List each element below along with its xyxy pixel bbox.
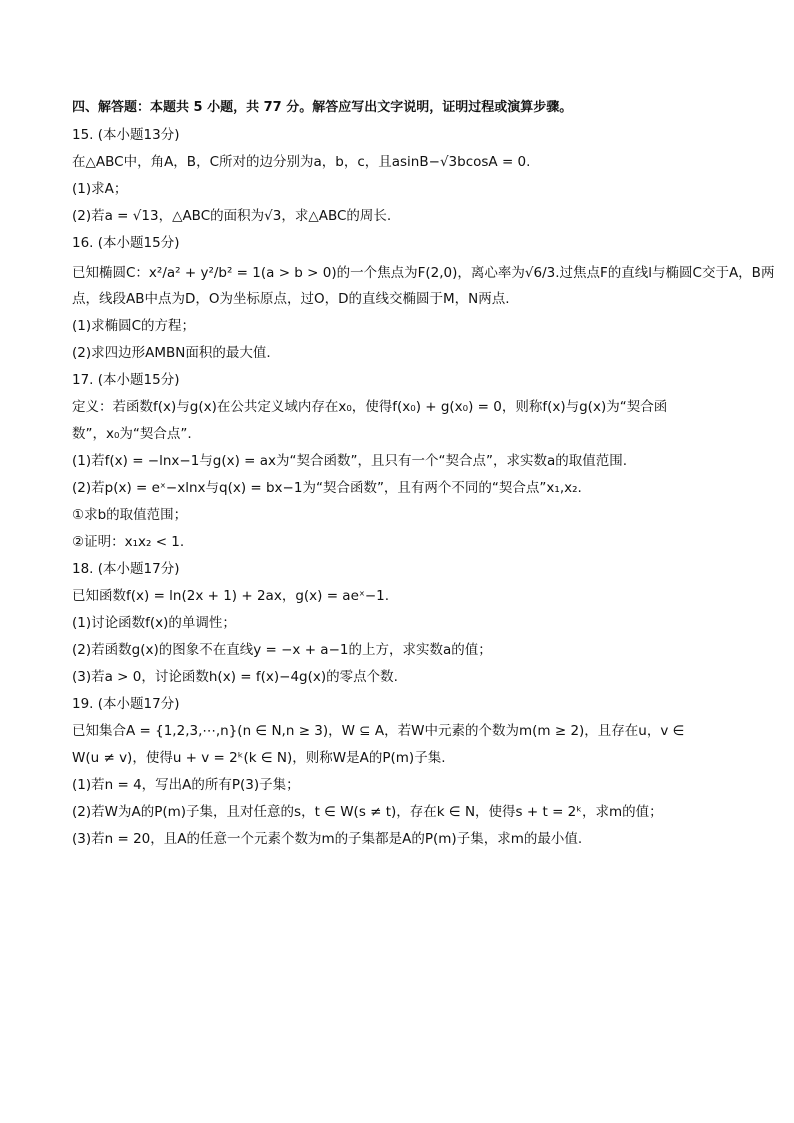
- problem-17-definition-2: 数”，x₀为“契合点”.: [72, 426, 192, 442]
- problem-16: [72, 233, 775, 363]
- problem-17-part-1: (1)若f(x) = −lnx−1与g(x) = ax为“契合函数”，且只有一个“契合点”，求实数a的取值范围.: [72, 453, 628, 469]
- problem-19-header: 19. (本小题17分): [72, 696, 180, 712]
- problem-17-definition-1: 定义：若函数f(x)与g(x)在公共定义域内存在x₀，使得f(x₀) + g(x₀) = 0，则称f(x)与g(x)为“契合函: [72, 399, 668, 415]
- problem-15-header: 15. (本小题13分): [72, 127, 180, 143]
- problem-17: [72, 370, 732, 552]
- problem-17-header: 17. (本小题15分): [72, 372, 180, 388]
- problem-16-line-1: 已知椭圆C：x²/a² + y²/b² = 1(a > b > 0)的一个焦点为F(2,0)，离心率为√6/3.过焦点F的直线l与椭圆C交于A，B两: [72, 265, 775, 281]
- problem-17-part-2: (2)若p(x) = eˣ−xlnx与q(x) = bx−1为“契合函数”，且有两个不同的“契合点”x₁,x₂.: [72, 480, 582, 496]
- problem-19-line-1: 已知集合A = {1,2,3,⋯,n}(n ∈ N,n ≥ 3)，W ⊆ A，若W中元素的个数为m(m ≥ 2)，且存在u，v ∈: [72, 723, 685, 739]
- problem-18-part-2: (2)若函数g(x)的图象不在直线y = −x + a−1的上方，求实数a的值；: [72, 642, 492, 658]
- problem-16-header: 16. (本小题15分): [72, 235, 180, 251]
- problem-18-line-1: 已知函数f(x) = ln(2x + 1) + 2ax，g(x) = aeˣ−1.: [72, 588, 390, 604]
- problem-16-part-1: (1)求椭圆C的方程；: [72, 318, 196, 334]
- problem-19-part-2: (2)若W为A的P(m)子集，且对任意的s，t ∈ W(s ≠ t)，存在k ∈ N，使得s + t = 2ᵏ，求m的值；: [72, 804, 663, 820]
- problem-16-line-2: 点，线段AB中点为D，O为坐标原点，过O，D的直线交椭圆于M，N两点.: [72, 291, 510, 307]
- problem-16-part-2: (2)求四边形AMBN面积的最大值.: [72, 345, 271, 361]
- problem-18-part-1: (1)讨论函数f(x)的单调性；: [72, 615, 236, 631]
- problem-18: [72, 559, 732, 687]
- section-heading: 四、解答题：本题共 5 小题，共 77 分。解答应写出文字说明，证明过程或演算步骤。: [72, 100, 573, 115]
- exam-page: [72, 98, 775, 849]
- problem-19-part-1: (1)若n = 4，写出A的所有P(3)子集；: [72, 777, 300, 793]
- problem-19: [72, 694, 732, 849]
- problem-15-part-1: (1)求A；: [72, 181, 128, 197]
- problem-17-part-2-i: ①求b的取值范围；: [72, 507, 188, 523]
- problem-15-line-1: 在△ABC中，角A，B，C所对的边分别为a，b，c，且asinB−√3bcosA = 0.: [72, 154, 531, 170]
- problem-19-part-3: (3)若n = 20，且A的任意一个元素个数为m的子集都是A的P(m)子集，求m的最小值.: [72, 831, 583, 847]
- problem-19-line-2: W(u ≠ v)，使得u + v = 2ᵏ(k ∈ N)，则称W是A的P(m)子集.: [72, 750, 446, 766]
- problem-18-header: 18. (本小题17分): [72, 561, 180, 577]
- problem-18-part-3: (3)若a > 0，讨论函数h(x) = f(x)−4g(x)的零点个数.: [72, 669, 398, 685]
- problem-15: [72, 125, 732, 226]
- problem-15-part-2: (2)若a = √13，△ABC的面积为√3，求△ABC的周长.: [72, 208, 392, 224]
- problem-17-part-2-ii: ②证明：x₁x₂ < 1.: [72, 534, 185, 550]
